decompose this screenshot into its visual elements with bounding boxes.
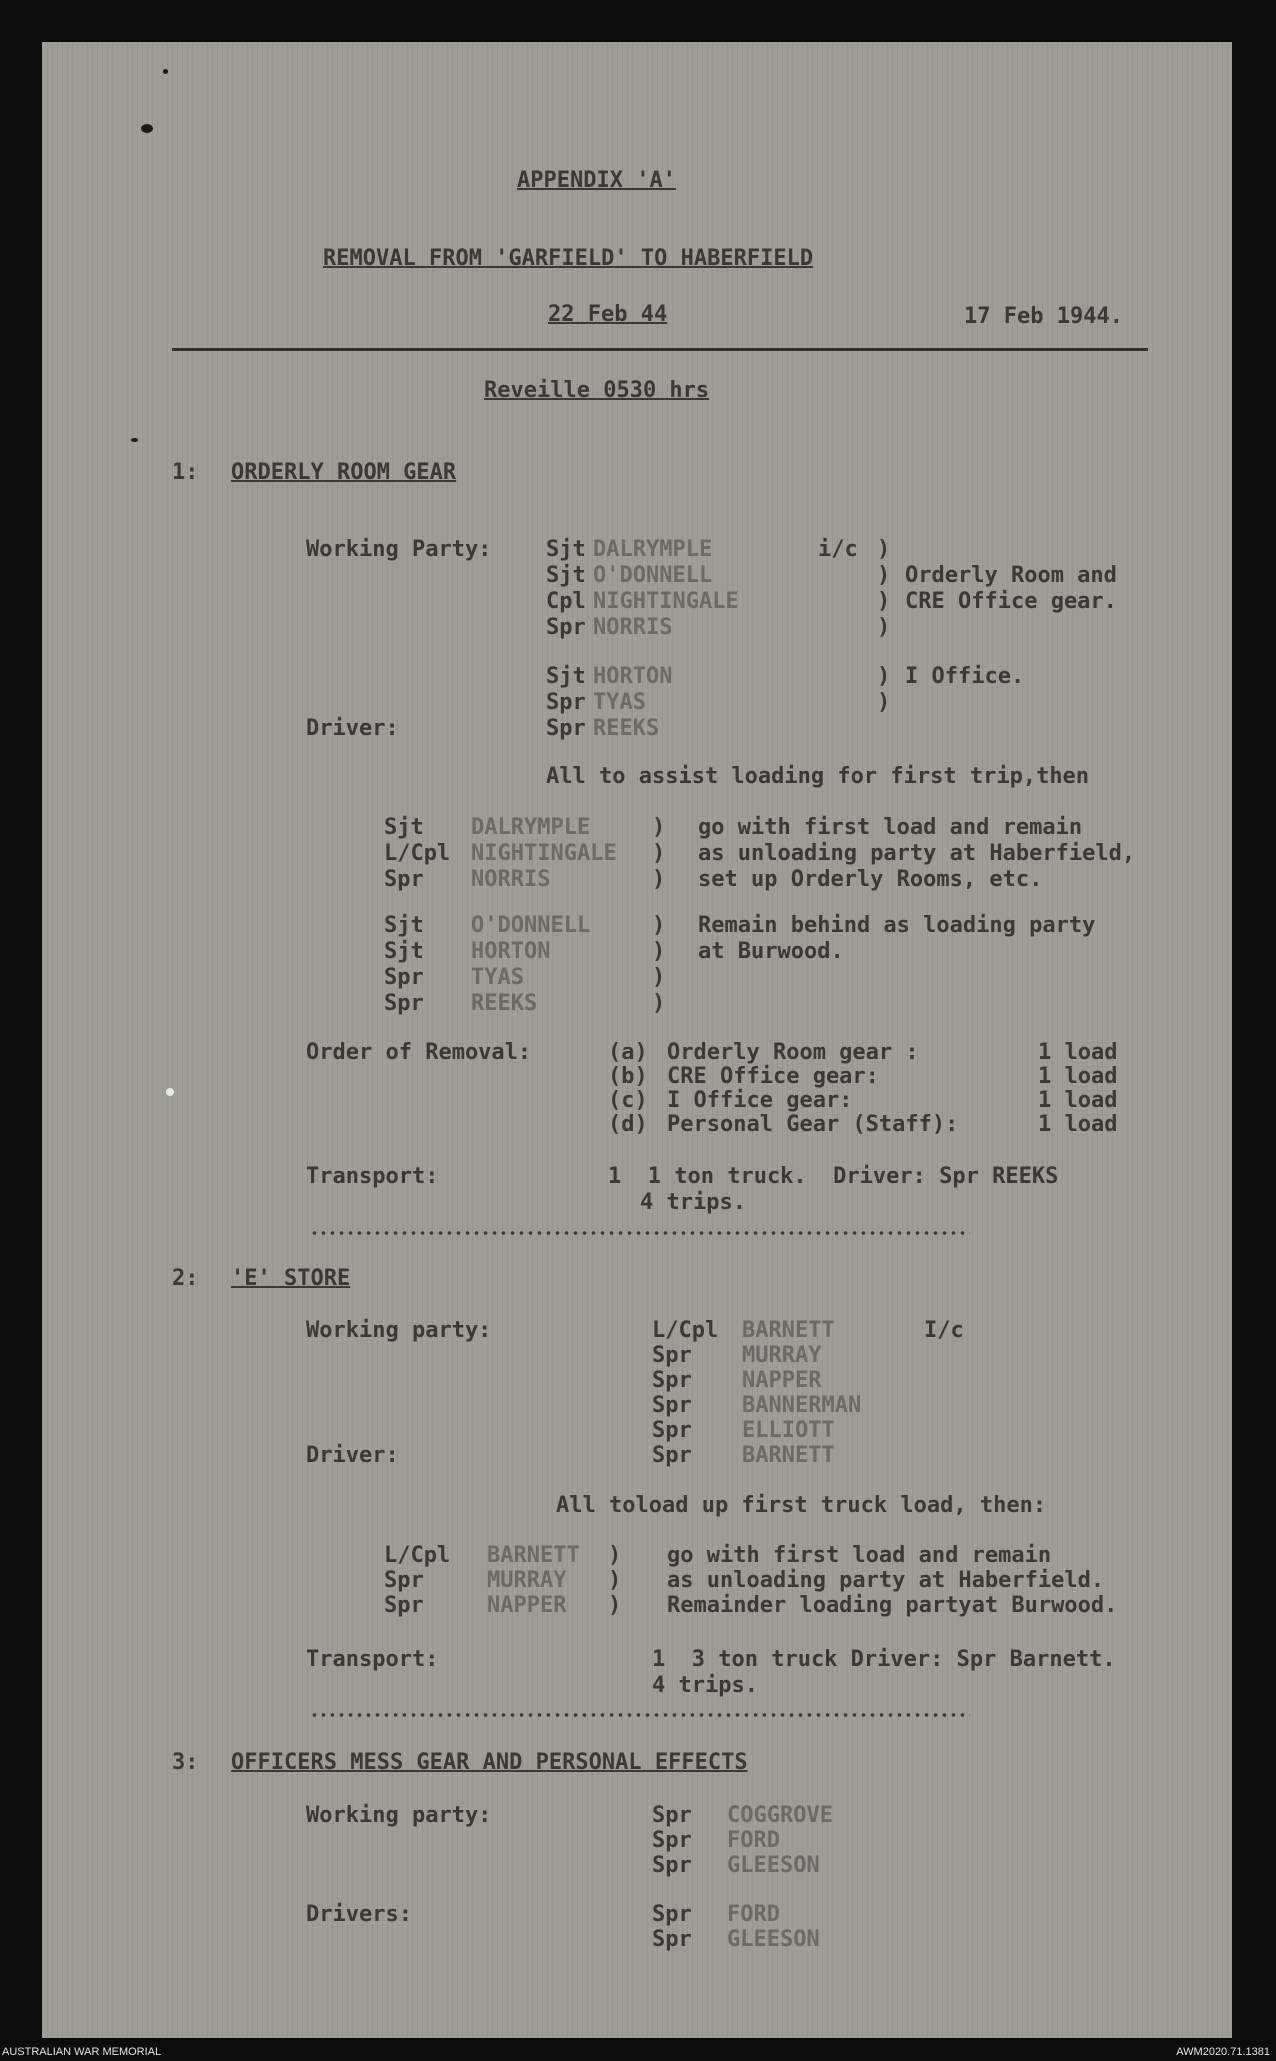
- bracket: ): [877, 690, 891, 715]
- rank: Spr: [384, 1568, 424, 1593]
- bracket: ): [877, 589, 891, 614]
- bracket: ): [877, 537, 891, 562]
- member-name: HORTON: [471, 939, 551, 964]
- member-name: O'DONNELL: [471, 913, 591, 938]
- rank: Spr: [384, 991, 424, 1016]
- rank: Spr: [546, 615, 586, 640]
- member-name: NAPPER: [742, 1368, 822, 1393]
- party-task: go with first load and remain: [698, 815, 1083, 840]
- in-charge-note: i/c: [818, 537, 858, 562]
- transport-detail: 1 1 ton truck. Driver: Spr REEKS: [608, 1164, 1059, 1189]
- rank: Spr: [384, 965, 424, 990]
- order-label: Order of Removal:: [306, 1040, 532, 1065]
- rank: Spr: [652, 1902, 692, 1927]
- member-name: NAPPER: [487, 1593, 567, 1618]
- member-name: COGGROVE: [727, 1803, 833, 1828]
- transport-detail: 1 3 ton truck Driver: Spr Barnett.: [652, 1647, 1116, 1672]
- appendix-heading: APPENDIX 'A': [517, 168, 676, 193]
- bracket: ): [652, 841, 666, 866]
- order-item: Orderly Room gear :: [667, 1040, 919, 1065]
- party-task: set up Orderly Rooms, etc.: [698, 867, 1043, 892]
- member-name: BARNETT: [742, 1443, 835, 1468]
- member-name: HORTON: [593, 664, 673, 689]
- archive-source-label: AUSTRALIAN WAR MEMORIAL: [2, 2046, 162, 2058]
- member-name: BANNERMAN: [742, 1393, 862, 1418]
- member-name: DALRYMPLE: [593, 537, 713, 562]
- punch-mark: [166, 1088, 174, 1096]
- party-task: at Burwood.: [698, 939, 844, 964]
- order-key: (a): [608, 1040, 648, 1065]
- move-date: 22 Feb 44: [548, 302, 668, 327]
- party-task: Remain behind as loading party: [698, 913, 1096, 938]
- rank: Spr: [652, 1393, 692, 1418]
- party-task: Remainder loading partyat Burwood.: [667, 1593, 1118, 1618]
- member-name: NORRIS: [593, 615, 673, 640]
- member-name: TYAS: [471, 965, 524, 990]
- punch-mark: [131, 438, 138, 442]
- rank: Spr: [652, 1343, 692, 1368]
- rank: Spr: [546, 690, 586, 715]
- rank: Cpl: [546, 589, 586, 614]
- section-title: ORDERLY ROOM GEAR: [231, 460, 457, 485]
- rank: Spr: [652, 1927, 692, 1952]
- bracket: ): [877, 615, 891, 640]
- order-qty: 1 load: [1038, 1040, 1118, 1065]
- member-name: BARNETT: [742, 1318, 835, 1343]
- drivers-label: Drivers:: [306, 1902, 412, 1927]
- member-name: GLEESON: [727, 1927, 820, 1952]
- group-task: CRE Office gear.: [905, 589, 1117, 614]
- bracket: ): [652, 939, 666, 964]
- working-party-label: Working party:: [306, 1318, 492, 1343]
- section-number: 1:: [172, 460, 199, 485]
- member-name: BARNETT: [487, 1543, 580, 1568]
- transport-label: Transport:: [306, 1647, 439, 1672]
- bracket: ): [608, 1568, 622, 1593]
- rank: Spr: [384, 867, 424, 892]
- bracket: ): [652, 965, 666, 990]
- order-item: I Office gear:: [667, 1088, 853, 1113]
- working-party-label: Working party:: [306, 1803, 492, 1828]
- rank: Spr: [652, 1803, 692, 1828]
- bracket: ): [608, 1593, 622, 1618]
- section-title: 'E' STORE: [231, 1266, 351, 1291]
- rank: Spr: [652, 1828, 692, 1853]
- bracket: ): [652, 867, 666, 892]
- member-name: TYAS: [593, 690, 646, 715]
- section-title: OFFICERS MESS GEAR AND PERSONAL EFFECTS: [231, 1750, 748, 1775]
- instruction: All toload up first truck load, then:: [556, 1493, 1047, 1518]
- member-name: NIGHTINGALE: [593, 589, 739, 614]
- rank: Sjt: [546, 563, 586, 588]
- bracket: ): [877, 563, 891, 588]
- bracket: ): [652, 913, 666, 938]
- order-item: CRE Office gear:: [667, 1064, 879, 1089]
- member-name: GLEESON: [727, 1853, 820, 1878]
- member-name: REEKS: [471, 991, 538, 1016]
- punch-mark: [141, 124, 153, 133]
- party-task: go with first load and remain: [667, 1543, 1052, 1568]
- bracket: ): [877, 664, 891, 689]
- group-task: I Office.: [905, 664, 1025, 689]
- driver-label: Driver:: [306, 1443, 399, 1468]
- instruction: All to assist loading for first trip,then: [546, 764, 1090, 789]
- bracket: ): [652, 815, 666, 840]
- transport-label: Transport:: [306, 1164, 439, 1189]
- order-key: (c): [608, 1088, 648, 1113]
- in-charge-note: I/c: [924, 1318, 964, 1343]
- archive-reference: AWM2020.71.1381: [1176, 2046, 1270, 2058]
- section-divider: [310, 1230, 970, 1236]
- reveille-time: Reveille 0530 hrs: [484, 378, 710, 403]
- member-name: FORD: [727, 1828, 780, 1853]
- party-task: as unloading party at Haberfield,: [698, 841, 1136, 866]
- transport-trips: 4 trips.: [640, 1190, 746, 1215]
- rank: Spr: [652, 1443, 692, 1468]
- section-number: 2:: [172, 1266, 199, 1291]
- rank: L/Cpl: [384, 841, 451, 866]
- member-name: DALRYMPLE: [471, 815, 591, 840]
- rank: Sjt: [546, 664, 586, 689]
- bracket: ): [652, 991, 666, 1016]
- section-divider: [310, 1712, 970, 1718]
- member-name: NORRIS: [471, 867, 551, 892]
- rank: Spr: [546, 716, 586, 741]
- rank: L/Cpl: [652, 1318, 719, 1343]
- removal-subject: REMOVAL FROM 'GARFIELD' TO HABERFIELD: [323, 246, 814, 271]
- rank: Spr: [384, 1593, 424, 1618]
- order-qty: 1 load: [1038, 1088, 1118, 1113]
- transport-trips: 4 trips.: [652, 1673, 758, 1698]
- order-key: (d): [608, 1112, 648, 1137]
- member-name: ELLIOTT: [742, 1418, 835, 1443]
- order-item: Personal Gear (Staff):: [667, 1112, 959, 1137]
- order-key: (b): [608, 1064, 648, 1089]
- bracket: ): [608, 1543, 622, 1568]
- member-name: O'DONNELL: [593, 563, 713, 588]
- rank: Spr: [652, 1368, 692, 1393]
- issue-date: 17 Feb 1944.: [964, 304, 1123, 329]
- member-name: REEKS: [593, 716, 660, 741]
- rank: Spr: [652, 1853, 692, 1878]
- working-party-label: Working Party:: [306, 537, 492, 562]
- order-qty: 1 load: [1038, 1064, 1118, 1089]
- section-number: 3:: [172, 1750, 199, 1775]
- member-name: NIGHTINGALE: [471, 841, 617, 866]
- rank: L/Cpl: [384, 1543, 451, 1568]
- rank: Sjt: [546, 537, 586, 562]
- party-task: as unloading party at Haberfield.: [667, 1568, 1105, 1593]
- member-name: MURRAY: [742, 1343, 822, 1368]
- member-name: FORD: [727, 1902, 780, 1927]
- rank: Sjt: [384, 913, 424, 938]
- rank: Sjt: [384, 939, 424, 964]
- group-task: Orderly Room and: [905, 563, 1117, 588]
- member-name: MURRAY: [487, 1568, 567, 1593]
- header-rule: [172, 348, 1148, 351]
- rank: Sjt: [384, 815, 424, 840]
- order-qty: 1 load: [1038, 1112, 1118, 1137]
- punch-mark: [163, 69, 168, 74]
- driver-label: Driver:: [306, 716, 399, 741]
- rank: Spr: [652, 1418, 692, 1443]
